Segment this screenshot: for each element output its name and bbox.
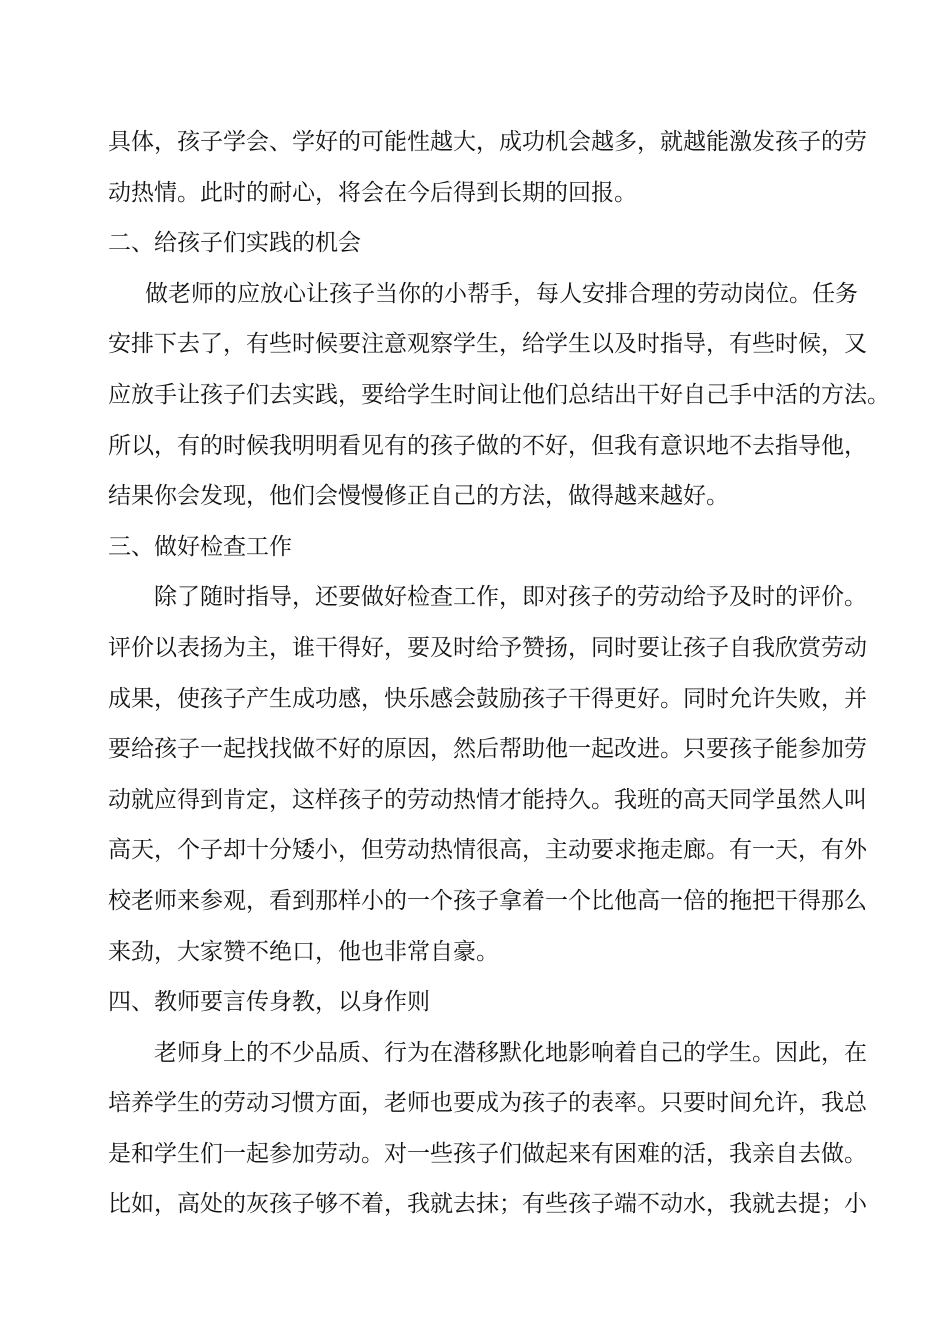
document-body [108, 117, 890, 1230]
text-line: 高天，个子却十分矮小，但劳动热情很高，主动要求拖走廊。有一天，有外 [108, 837, 867, 864]
text-line: 除了随时指导，还要做好检查工作，即对孩子的劳动给予及时的评价。 [154, 584, 867, 611]
text-line: 动热情。此时的耐心，将会在今后得到长期的回报。 [108, 179, 637, 206]
text-line: 结果你会发现，他们会慢慢修正自己的方法，做得越来越好。 [108, 483, 729, 510]
section-heading: 四、教师要言传身教，以身作则 [108, 989, 430, 1016]
text-line: 动就应得到肯定，这样孩子的劳动热情才能持久。我班的高天同学虽然人叫 [108, 786, 867, 813]
text-line: 做老师的应放心让孩子当你的小帮手，每人安排合理的劳动岗位。任务 [145, 280, 858, 307]
text-line: 评价以表扬为主，谁干得好，要及时给予赞扬，同时要让孩子自我欣赏劳动 [108, 634, 867, 661]
section-heading: 二、给孩子们实践的机会 [108, 230, 361, 257]
text-line: 所以，有的时候我明明看见有的孩子做的不好，但我有意识地不去指导他， [108, 432, 867, 459]
text-line: 要给孩子一起找找做不好的原因，然后帮助他一起改进。只要孩子能参加劳 [108, 736, 867, 763]
text-line: 培养学生的劳动习惯方面，老师也要成为孩子的表率。只要时间允许，我总 [108, 1090, 867, 1117]
text-line: 比如，高处的灰孩子够不着，我就去抹；有些孩子端不动水，我就去提；小 [108, 1191, 867, 1218]
text-line: 成果，使孩子产生成功感，快乐感会鼓励孩子干得更好。同时允许失败，并 [108, 685, 867, 712]
text-line: 校老师来参观，看到那样小的一个孩子拿着一个比他高一倍的拖把干得那么 [108, 887, 867, 914]
text-line: 安排下去了，有些时候要注意观察学生，给学生以及时指导，有些时候，又 [108, 331, 867, 358]
text-line: 是和学生们一起参加劳动。对一些孩子们做起来有困难的活，我亲自去做。 [108, 1140, 867, 1167]
text-line: 应放手让孩子们去实践，要给学生时间让他们总结出干好自己手中活的方法。 [108, 381, 890, 408]
text-line: 来劲，大家赞不绝口，他也非常自豪。 [108, 938, 499, 965]
text-line: 具体，孩子学会、学好的可能性越大，成功机会越多，就越能激发孩子的劳 [108, 129, 867, 155]
section-heading: 三、做好检查工作 [108, 533, 292, 560]
text-line: 老师身上的不少品质、行为在潜移默化地影响着自己的学生。因此，在 [154, 1039, 867, 1066]
